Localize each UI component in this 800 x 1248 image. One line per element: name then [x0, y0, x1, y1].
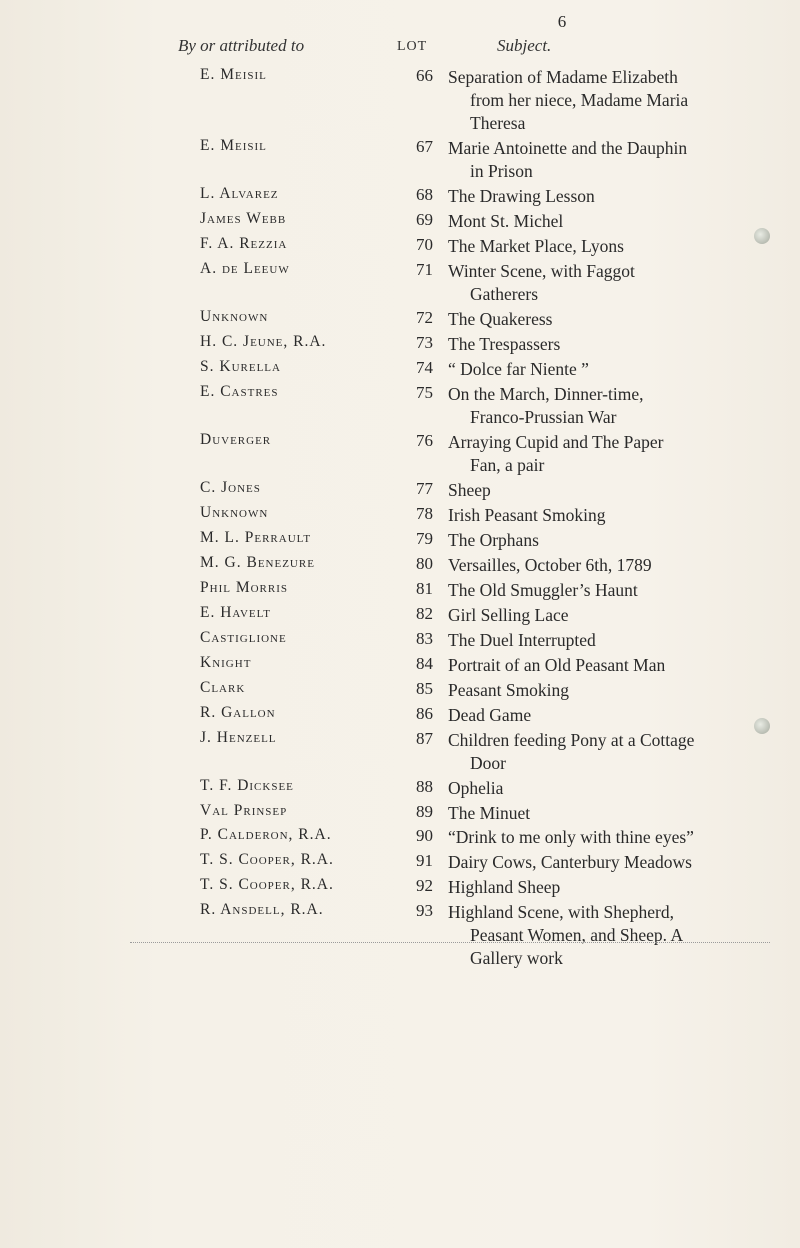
lot-author: Castiglione	[200, 628, 287, 646]
pin-mark	[754, 228, 770, 244]
subject-line: Arraying Cupid and The Paper	[448, 431, 664, 452]
lot-author: R. Gallon	[200, 703, 276, 721]
subject-continuation: Fan, a pair	[470, 454, 545, 475]
lot-author: H. C. Jeune, R.A.	[200, 333, 327, 351]
lot-author: E. Havelt	[200, 603, 272, 621]
lot-subject	[448, 901, 766, 970]
subject-line: Girl Selling Lace	[448, 604, 569, 625]
lot-subject	[448, 802, 766, 825]
lot-subject	[448, 333, 766, 356]
lot-number: 67	[416, 137, 433, 157]
lot-number: 66	[416, 66, 433, 85]
subject-line: Separation of Madame Elizabeth	[448, 67, 678, 87]
subject-line: Peasant Smoking	[448, 679, 570, 700]
subject-column-header: Subject.	[497, 36, 552, 55]
lot-number: 69	[416, 210, 433, 230]
subject-line: The Orphans	[448, 529, 539, 550]
lot-subject	[448, 554, 766, 577]
lot-author: T. F. Dicksee	[200, 776, 294, 794]
page-number: 6	[557, 12, 567, 31]
lot-author: C. Jones	[200, 479, 261, 497]
lot-number: 72	[416, 308, 433, 328]
lot-number: 76	[416, 430, 433, 450]
lot-author: Unknown	[200, 503, 269, 521]
lot-subject	[448, 137, 766, 183]
lot-author: Val Prinsep	[200, 801, 288, 819]
lot-author: L. Alvarez	[200, 185, 279, 203]
subject-line: Highland Sheep	[448, 877, 561, 898]
lot-author: E. Castres	[200, 382, 279, 400]
lot-author: A. de Leeuw	[200, 260, 290, 278]
subject-line: Children feeding Pony at a Cottage	[448, 729, 695, 750]
subject-line: Dead Game	[448, 704, 532, 725]
lot-author: Unknown	[200, 308, 269, 326]
subject-line: Dairy Cows, Canterbury Meadows	[448, 852, 692, 873]
lot-author: J. Henzell	[200, 728, 277, 746]
lot-subject	[448, 704, 766, 727]
lot-number: 85	[416, 678, 433, 698]
lot-author: P. Calderon, R.A.	[200, 826, 332, 844]
lot-subject	[448, 629, 766, 652]
subject-line: The Trespassers	[448, 334, 561, 355]
bottom-rule	[130, 942, 770, 944]
lot-author: M. L. Perrault	[200, 528, 312, 546]
lot-subject	[448, 383, 766, 429]
subject-continuation: Theresa	[470, 113, 526, 133]
lot-author: Phil Morris	[200, 578, 289, 596]
subject-line: Mont St. Michel	[448, 211, 564, 232]
subject-line: Versailles, October 6th, 1789	[448, 554, 652, 575]
lot-author: Duverger	[200, 430, 272, 448]
lot-author: F. A. Rezzia	[200, 235, 288, 253]
lot-subject	[448, 504, 766, 527]
lot-number: 77	[416, 479, 433, 499]
lot-number: 79	[416, 528, 433, 548]
lot-subject	[448, 260, 766, 306]
lot-subject	[448, 235, 766, 258]
subject-line: On the March, Dinner-time,	[448, 383, 644, 404]
lot-author: Knight	[200, 653, 252, 671]
lot-subject	[448, 826, 766, 849]
lot-author: S. Kurella	[200, 357, 281, 375]
lot-number: 80	[416, 553, 433, 573]
lot-subject	[448, 579, 766, 602]
pin-mark	[754, 718, 770, 734]
subject-line: Winter Scene, with Faggot	[448, 261, 635, 282]
lot-subject	[448, 210, 766, 233]
lot-number: 92	[416, 876, 433, 896]
lot-subject	[448, 479, 766, 502]
lot-number: 74	[416, 357, 433, 377]
subject-continuation: from her niece, Madame Maria	[470, 90, 689, 110]
lot-subject	[448, 358, 766, 381]
lot-number: 78	[416, 503, 433, 523]
lot-number: 70	[416, 235, 433, 255]
lot-subject	[448, 308, 766, 331]
lot-author: M. G. Benezure	[200, 553, 315, 571]
lot-author: Clark	[200, 678, 246, 696]
lot-number: 86	[416, 703, 433, 723]
subject-line: “Drink to me only with thine eyes”	[448, 827, 694, 848]
lot-subject	[448, 679, 766, 702]
lot-number: 84	[416, 653, 433, 673]
lot-number: 71	[416, 260, 433, 280]
lot-number: 87	[416, 728, 433, 748]
lot-number: 75	[416, 382, 433, 402]
lot-number: 89	[416, 801, 433, 821]
subject-line: The Minuet	[448, 802, 531, 823]
subject-line: Irish Peasant Smoking	[448, 504, 606, 525]
author-column-header: By or attributed to	[178, 36, 305, 55]
lot-author: E. Meisil	[200, 66, 267, 83]
lot-author: T. S. Cooper, R.A.	[200, 851, 334, 869]
subject-continuation: Franco-Prussian War	[470, 406, 617, 427]
subject-line: The Old Smuggler’s Haunt	[448, 579, 638, 600]
subject-line: Highland Scene, with Shepherd,	[448, 902, 674, 923]
lot-author: E. Meisil	[200, 137, 267, 155]
lot-subject	[448, 185, 766, 208]
subject-continuation: Door	[470, 752, 506, 773]
subject-line: The Quakeress	[448, 309, 553, 330]
subject-continuation: Gallery work	[470, 948, 563, 969]
lot-subject	[448, 66, 766, 135]
lot-number: 82	[416, 603, 433, 623]
subject-continuation: Peasant Women, and Sheep. A	[470, 925, 684, 946]
lot-subject	[448, 529, 766, 552]
lot-subject	[448, 851, 766, 874]
lot-subject	[448, 777, 766, 800]
lot-subject	[448, 729, 766, 775]
subject-line: Ophelia	[448, 777, 504, 798]
lot-column-header: LOT	[397, 39, 428, 54]
lot-number: 91	[416, 851, 433, 871]
subject-line: The Drawing Lesson	[448, 186, 595, 207]
lot-author: T. S. Cooper, R.A.	[200, 876, 334, 894]
lot-subject	[448, 876, 766, 899]
lot-number: 81	[416, 578, 433, 598]
lot-author: James Webb	[200, 210, 287, 228]
subject-line: The Duel Interrupted	[448, 629, 596, 650]
lot-number: 73	[416, 333, 433, 353]
lot-number: 90	[416, 826, 433, 846]
subject-line: Portrait of an Old Peasant Man	[448, 654, 666, 675]
subject-line: Marie Antoinette and the Dauphin	[448, 138, 688, 159]
lot-subject	[448, 431, 766, 477]
lot-number: 88	[416, 776, 433, 796]
lot-subject	[448, 604, 766, 627]
subject-continuation: in Prison	[470, 161, 533, 182]
subject-continuation: Gatherers	[470, 284, 539, 305]
lot-number: 93	[416, 901, 433, 921]
subject-line: Sheep	[448, 480, 491, 501]
subject-line: The Market Place, Lyons	[448, 236, 624, 257]
lot-author: R. Ansdell, R.A.	[200, 901, 324, 919]
lot-number: 68	[416, 185, 433, 205]
lot-number: 83	[416, 628, 433, 648]
subject-line: “ Dolce far Niente ”	[448, 358, 589, 379]
lot-subject	[448, 654, 766, 677]
